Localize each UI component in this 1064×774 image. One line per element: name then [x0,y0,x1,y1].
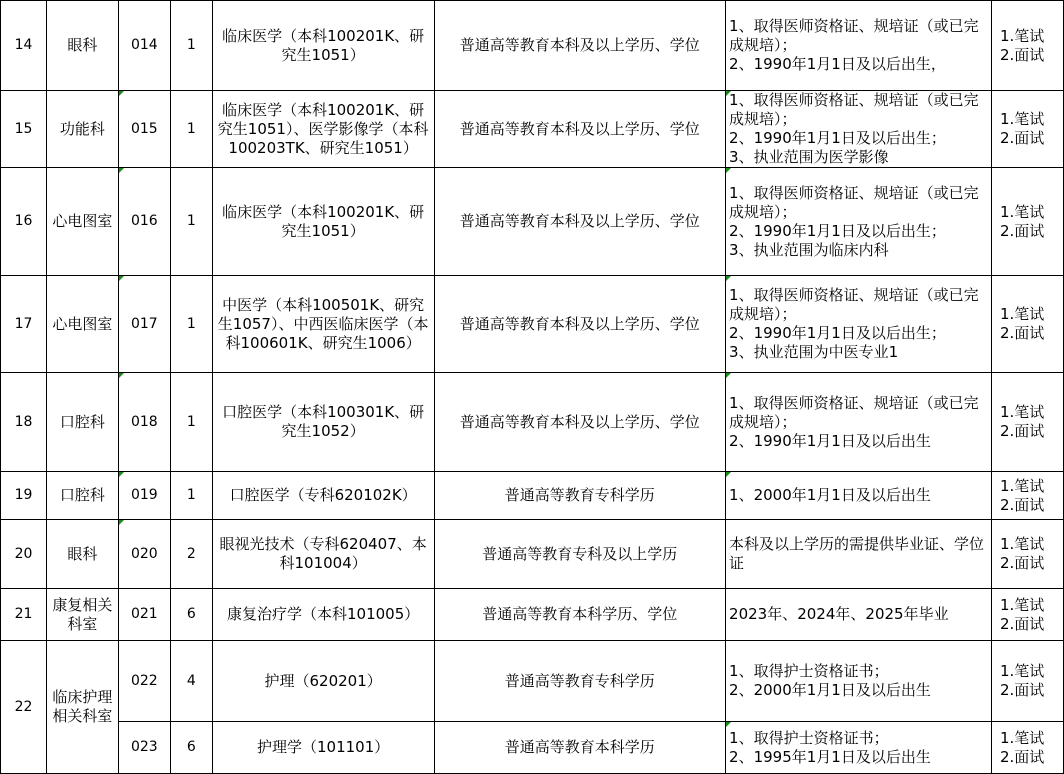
exam-line: 2.面试 [999,747,1045,766]
table-row [1,520,1064,589]
major-cell: 康复治疗学（本科101005） [212,589,434,641]
row-number: 22 [1,641,47,774]
exam-line: 1.笔试 [999,476,1045,495]
table-row [1,641,1064,722]
department-cell: 口腔科 [46,472,118,520]
condition-line: 3、执业范围为医学影像 [729,148,889,166]
condition-line: 3、执业范围为临床内科 [729,240,889,259]
education-cell: 普通高等教育专科学历 [434,641,726,722]
department-cell: 康复相关科室 [46,589,118,641]
exam-line: 2.面试 [999,554,1045,572]
education-cell: 普通高等教育专科学历 [434,472,726,520]
position-code-cell: 021 [118,589,170,641]
condition-line: 1、取得护士资格证书； [729,662,889,680]
exam-method-cell [991,1,1063,91]
table-row [1,276,1064,373]
hiring-count-cell: 4 [170,641,212,722]
conditions-cell [726,91,992,168]
exam-method-cell [991,276,1063,373]
row-number: 15 [1,91,47,168]
department-cell: 临床护理相关科室 [46,641,118,774]
position-code-cell: 020 [118,520,170,589]
exam-line: 2.面试 [999,45,1045,64]
major-cell: 临床医学（本科100201K、研究生1051） [212,1,434,91]
department-cell: 口腔科 [46,373,118,472]
major-cell: 口腔医学（本科100301K、研究生1052） [212,373,434,472]
hiring-count-cell: 1 [170,168,212,276]
major-cell: 临床医学（本科100201K、研究生1051）、医学影像学（本科100203TK、研究生1051） [212,91,434,168]
education-cell: 普通高等教育本科及以上学历、学位 [434,1,726,91]
major-cell: 眼视光技术（专科620407、本科101004） [212,520,434,589]
exam-line: 2.面试 [999,614,1045,633]
exam-method-cell [991,722,1063,774]
position-code-cell: 018 [118,373,170,472]
education-cell: 普通高等教育专科及以上学历 [434,520,726,589]
condition-line: 2、1990年1月1日及以后出生， [729,55,946,73]
exam-method-cell [991,168,1063,276]
major-cell: 临床医学（本科100201K、研究生1051） [212,168,434,276]
row-number: 17 [1,276,47,373]
hiring-count-cell: 1 [170,91,212,168]
exam-line: 2.面试 [999,495,1045,514]
exam-method-cell [991,589,1063,641]
row-number: 19 [1,472,47,520]
row-number: 14 [1,1,47,91]
condition-line: 本科及以上学历的需提供毕业证、学位证 [729,535,985,572]
exam-line: 1.笔试 [999,202,1045,221]
table-row [1,1,1064,91]
education-cell: 普通高等教育本科学历、学位 [434,589,726,641]
major-cell: 护理（620201） [212,641,434,722]
hiring-count-cell: 6 [170,722,212,774]
position-code-cell: 014 [118,1,170,91]
education-cell: 普通高等教育本科及以上学历、学位 [434,168,726,276]
row-number: 21 [1,589,47,641]
exam-line: 1.笔试 [999,662,1045,680]
position-code-cell: 019 [118,472,170,520]
hiring-count-cell: 1 [170,472,212,520]
position-code-cell: 023 [118,722,170,774]
hiring-count-cell: 2 [170,520,212,589]
exam-line: 2.面试 [999,129,1045,147]
hiring-count-cell: 6 [170,589,212,641]
condition-line: 2、1995年1月1日及以后出生 [729,747,931,766]
department-cell: 眼科 [46,520,118,589]
exam-line: 2.面试 [999,221,1045,240]
department-cell: 心电图室 [46,168,118,276]
condition-line: 1、取得医师资格证、规培证（或已完成规培）； [729,17,979,54]
exam-method-cell [991,373,1063,472]
condition-line: 2、1990年1月1日及以后出生； [729,129,946,147]
condition-line: 1、取得医师资格证、规培证（或已完成规培）； [729,91,979,128]
department-cell: 功能科 [46,91,118,168]
exam-line: 1.笔试 [999,728,1045,747]
conditions-cell [726,472,992,520]
exam-line: 1.笔试 [999,403,1045,421]
conditions-cell [726,722,992,774]
condition-line: 2、2000年1月1日及以后出生 [729,681,931,699]
exam-line: 2.面试 [999,681,1045,699]
exam-method-cell [991,520,1063,589]
condition-line: 2、1990年1月1日及以后出生； [729,324,946,342]
conditions-cell [726,589,992,641]
exam-line: 1.笔试 [999,305,1045,323]
exam-method-cell [991,91,1063,168]
position-code-cell: 017 [118,276,170,373]
education-cell: 普通高等教育本科及以上学历、学位 [434,373,726,472]
table-row [1,589,1064,641]
education-cell: 普通高等教育本科及以上学历、学位 [434,91,726,168]
hiring-count-cell: 1 [170,373,212,472]
row-number: 20 [1,520,47,589]
major-cell: 护理学（101101） [212,722,434,774]
conditions-cell [726,373,992,472]
table-row [1,91,1064,168]
education-cell: 普通高等教育本科学历 [434,722,726,774]
condition-line: 1、取得医师资格证、规培证（或已完成规培）； [729,393,979,431]
table-row [1,722,1064,774]
table-row [1,168,1064,276]
exam-line: 2.面试 [999,422,1045,440]
conditions-cell [726,168,992,276]
condition-line: 2、1990年1月1日及以后出生； [729,221,946,240]
condition-line: 1、取得医师资格证、规培证（或已完成规培）； [729,286,979,323]
conditions-cell [726,641,992,722]
condition-line: 3、执业范围为中医专业1 [729,343,899,361]
major-cell: 中医学（本科100501K、研究生1057）、中西医临床医学（本科100601K、研究生1006） [212,276,434,373]
exam-line: 2.面试 [999,324,1045,342]
position-code-cell: 015 [118,91,170,168]
department-cell: 眼科 [46,1,118,91]
row-number: 18 [1,373,47,472]
condition-line: 1、取得护士资格证书； [729,728,889,747]
education-cell: 普通高等教育本科及以上学历、学位 [434,276,726,373]
condition-line: 1、取得医师资格证、规培证（或已完成规培）； [729,183,979,221]
position-code-cell: 022 [118,641,170,722]
exam-line: 1.笔试 [999,535,1045,553]
exam-line: 1.笔试 [999,26,1045,45]
hiring-count-cell: 1 [170,1,212,91]
conditions-cell [726,276,992,373]
position-code-cell: 016 [118,168,170,276]
condition-line: 2023年、2024年、2025年毕业 [729,605,949,623]
row-number: 16 [1,168,47,276]
exam-line: 1.笔试 [999,595,1045,614]
condition-line: 1、2000年1月1日及以后出生 [729,486,931,504]
exam-method-cell [991,641,1063,722]
department-cell: 心电图室 [46,276,118,373]
table-row [1,373,1064,472]
major-cell: 口腔医学（专科620102K） [212,472,434,520]
conditions-cell [726,520,992,589]
table-row [1,472,1064,520]
hiring-count-cell: 1 [170,276,212,373]
conditions-cell [726,1,992,91]
condition-line: 2、1990年1月1日及以后出生 [729,431,931,450]
exam-method-cell [991,472,1063,520]
exam-line: 1.笔试 [999,110,1045,128]
